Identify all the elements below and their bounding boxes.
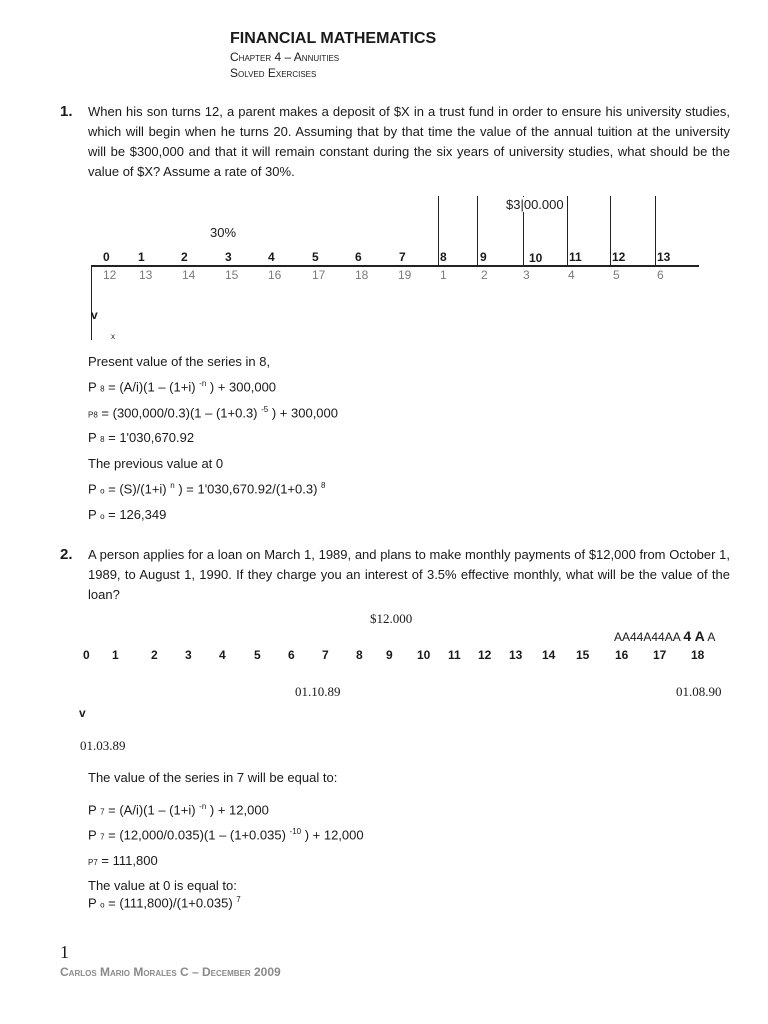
age-label: 19 [398, 268, 412, 282]
age-label: 3 [523, 268, 530, 282]
age-label: 15 [225, 268, 239, 282]
age-label: 4 [568, 268, 575, 282]
solution-1-line-3: P8 = (300,000/0.3)(1 – (1+0.3) $^{-5}$ ) + 300,000 [88, 405, 338, 421]
page-number: 1 [60, 942, 69, 962]
age-label: 12 [103, 268, 117, 282]
solution-1-line-7: P o = 126,349 [88, 507, 167, 522]
age-label: 17 [312, 268, 326, 282]
period-label: 6 [288, 648, 295, 662]
period-label: 11 [448, 648, 461, 662]
period-label: 3 [185, 648, 192, 662]
period-label: 5 [312, 250, 319, 264]
period-label: 8 [440, 250, 447, 264]
period-label: 9 [480, 250, 487, 264]
payment-amount-label: $12.000 [370, 611, 413, 626]
period-label: 12 [612, 250, 626, 264]
period-label: 10 [417, 648, 431, 662]
payment-arrows-label: AA44A44AA 4 A A [614, 628, 716, 644]
period-label: 1 [112, 648, 119, 662]
period-label: 12 [478, 648, 492, 662]
age-label: 6 [657, 268, 664, 282]
loan-arrow-label: v [79, 706, 86, 720]
period-label: 2 [181, 250, 188, 264]
payment-line [655, 196, 656, 266]
solution-2-line-6: P o = (111,800)/(1+0.035) $^7$ [88, 895, 241, 911]
period-label: 0 [83, 648, 90, 662]
footer-author: Carlos Mario Morales C – December 2009 [60, 965, 281, 979]
payment-line [477, 196, 478, 266]
timeline-amount-label: $3|00.000 [506, 197, 564, 212]
period-label: 7 [322, 648, 329, 662]
period-label: 17 [653, 648, 667, 662]
period-label: 15 [576, 648, 590, 662]
period-label: 16 [615, 648, 629, 662]
period-label: 4 [268, 250, 275, 264]
document-title: FINANCIAL MATHEMATICS [230, 30, 437, 47]
solution-2-line-3: P 7 = (12,000/0.035)(1 – (1+0.035) $^{-10}$ ) + 12,000 [88, 827, 364, 843]
problem-2-text: A person applies for a loan on March 1, 1989, and plans to make monthly payments of $12,000 from October 1, 1989, to August 1, 1990. If they charge you an interest of 3.5% effective monthly, what will be the value of the loan? [88, 547, 730, 602]
payment-line [567, 196, 568, 266]
age-label: 13 [139, 268, 153, 282]
problem-2-number: 2. [60, 546, 73, 563]
period-label: 6 [355, 250, 362, 264]
start-payment-date: 01.10.89 [295, 684, 341, 699]
chapter-subtitle: Chapter 4 – Annuities [230, 50, 340, 64]
payment-line [610, 196, 611, 266]
period-label: 4 [219, 648, 226, 662]
age-label: 14 [182, 268, 196, 282]
period-label: 2 [151, 648, 158, 662]
period-label: 13 [657, 250, 671, 264]
solution-2-line-2: P 7 = (A/i)(1 – (1+i) $^{-n}$ ) + 12,000 [88, 802, 269, 818]
timeline-rate-label: 30% [210, 225, 237, 240]
solution-2-line-4: P7 = 111,800 [88, 853, 158, 868]
period-label: 10 [529, 251, 543, 265]
period-label: 11 [569, 250, 582, 264]
timeline-axis [91, 265, 699, 267]
age-label: 2 [481, 268, 488, 282]
deposit-line [91, 265, 92, 340]
age-label: 18 [355, 268, 369, 282]
problem-1-number: 1. [60, 103, 73, 120]
solution-1-line-6: P o = (S)/(1+i) $^n$ ) = 1'030,670.92/(1+0.3) $^8$ [88, 481, 326, 497]
age-label: 5 [613, 268, 620, 282]
loan-date: 01.03.89 [80, 738, 126, 753]
down-arrow-label: v [91, 308, 98, 322]
problem-1-text: When his son turns 12, a parent makes a deposit of $X in a trust fund in order to ensure his university studies, which will begin when he turns 20. Assuming that by that time the value of the annual tuition at the university will be $300,000 and that it will remain constant during the six years of university studies, what should be the value of $X? Assume a rate of 30%. [88, 104, 730, 179]
end-payment-date: 01.08.90 [676, 684, 722, 699]
solution-1-line-5: The previous value at 0 [88, 456, 224, 471]
period-label: 9 [386, 648, 393, 662]
period-label: 18 [691, 648, 705, 662]
period-label: 1 [138, 250, 145, 264]
solution-2-line-1: The value of the series in 7 will be equal to: [88, 770, 338, 785]
period-label: 13 [509, 648, 523, 662]
period-label: 7 [399, 250, 406, 264]
period-label: 3 [225, 250, 232, 264]
period-label: 5 [254, 648, 261, 662]
period-label: 8 [356, 648, 363, 662]
section-subtitle: Solved Exercises [230, 66, 317, 80]
solution-2-line-5: The value at 0 is equal to: [88, 878, 237, 893]
age-label: 1 [440, 268, 447, 282]
solution-1-line-4: P 8 = 1'030,670.92 [88, 430, 195, 445]
deposit-x-label: x [111, 332, 115, 341]
payment-line [438, 196, 439, 266]
period-label: 0 [103, 250, 110, 264]
solution-1-line-2: P 8 = (A/i)(1 – (1+i) $^{-n}$ ) + 300,000 [88, 379, 277, 395]
solution-1-line-1: Present value of the series in 8, [88, 354, 271, 369]
age-label: 16 [268, 268, 282, 282]
period-label: 14 [542, 648, 556, 662]
